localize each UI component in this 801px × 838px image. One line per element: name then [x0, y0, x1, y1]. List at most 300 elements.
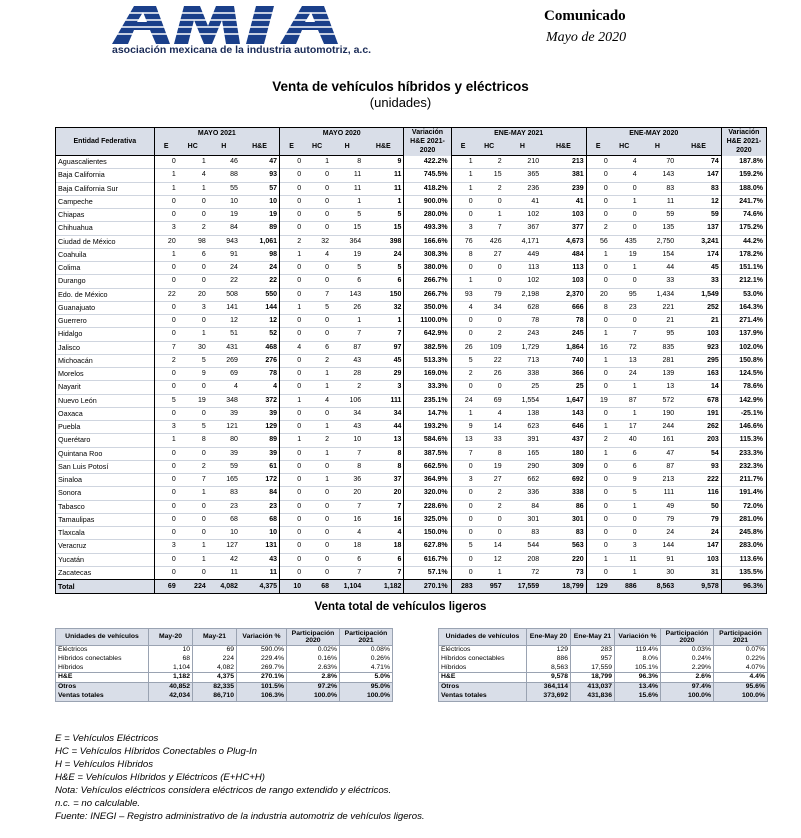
table-cell: 97 [393, 343, 402, 351]
table-cell: 0 [201, 449, 206, 457]
table-cell: 235.1% [404, 394, 451, 407]
table-cell: 0 [154, 474, 178, 487]
table-cell: 290 [527, 462, 540, 470]
table-cell: 109 [489, 343, 502, 351]
table-cell: 0 [280, 513, 304, 526]
table-cell: 0 [201, 197, 206, 205]
table-cell: 2 [497, 158, 502, 166]
table-cell: 0 [280, 169, 304, 182]
entity-name: Durango [56, 275, 155, 288]
table-cell: 1 [325, 476, 330, 484]
table-cell: 0 [451, 262, 475, 275]
table-cell: 943 [226, 237, 238, 245]
table-cell: 18 [393, 542, 402, 550]
table-cell: 0 [325, 171, 330, 179]
table-cell: 210 [527, 158, 540, 166]
table-cell: 88 [230, 171, 238, 179]
table-cell: 1 [586, 328, 610, 341]
table-cell: 73 [575, 568, 584, 576]
table-cell: 96.3% [615, 673, 661, 683]
table-cell: 22 [154, 288, 178, 301]
table-row [56, 328, 767, 341]
table-cell: 19 [197, 396, 206, 404]
table-cell: 103 [571, 211, 584, 219]
table-cell: 241.7% [721, 195, 766, 208]
entity-name: Morelos [56, 368, 155, 381]
table-cell: 6 [357, 277, 362, 285]
table-cell: 5 [397, 264, 402, 272]
entity-name: Campeche [56, 195, 155, 208]
table-cell: 7 [397, 330, 402, 338]
table-cell: 84 [269, 489, 278, 497]
table-cell: 4,375 [240, 580, 280, 594]
table-cell: 100.0% [661, 692, 714, 701]
table-cell: 33 [493, 436, 502, 444]
table-cell: 232.3% [721, 460, 766, 473]
sub-header-e: E [280, 139, 304, 156]
table-cell: 1 [586, 248, 610, 261]
table-cell: 13 [451, 434, 475, 447]
table-cell: 1 [632, 264, 637, 272]
table-cell: 493.3% [404, 222, 451, 235]
table-cell: 1,647 [566, 396, 584, 404]
row-label: Eléctricos [56, 646, 149, 655]
table-cell: 0 [586, 195, 610, 208]
table-cell: 55 [230, 184, 238, 192]
table-row [56, 262, 767, 275]
table-cell: 27 [493, 250, 502, 258]
table-cell: 7 [201, 476, 206, 484]
table-cell: 0 [280, 315, 304, 328]
table-cell: 3 [632, 542, 637, 550]
table-cell: 4.4% [714, 673, 768, 683]
entity-name: Baja California Sur [56, 182, 155, 195]
table-cell: 26 [353, 303, 362, 311]
table-cell: 24 [269, 264, 278, 272]
table-cell: 213 [571, 158, 584, 166]
table-cell: 3 [397, 383, 402, 391]
table-cell: 0 [451, 381, 475, 394]
table-cell: 18 [353, 542, 362, 550]
table-cell: 144 [265, 303, 278, 311]
table-cell: 0 [280, 262, 304, 275]
table-cell: 5 [357, 211, 362, 219]
table-cell: 31 [710, 568, 719, 576]
table-cell: 13 [628, 356, 637, 364]
table-cell: 0.24% [661, 655, 714, 664]
table-cell: 0 [154, 315, 178, 328]
table-cell: 42 [230, 555, 238, 563]
table-cell: 308.3% [404, 248, 451, 261]
table-row [56, 553, 767, 566]
table-cell: 0 [586, 407, 610, 420]
table-row [56, 487, 767, 500]
entity-name: Jalisco [56, 341, 155, 354]
table-cell: 1 [451, 169, 475, 182]
table-cell: 21 [666, 317, 675, 325]
table-cell: 53.0% [721, 288, 766, 301]
column-header: Participación 2021 [340, 629, 393, 646]
table-cell: 0 [280, 368, 304, 381]
light-vehicles-title: Venta total de vehículos ligeros [314, 601, 487, 613]
table-cell: 5 [201, 356, 206, 364]
table-cell: 4 [397, 529, 402, 537]
table-cell: 69 [493, 396, 502, 404]
table-cell: 79 [493, 290, 502, 298]
table-cell: 32 [393, 303, 402, 311]
table-cell: 713 [527, 356, 540, 364]
table-cell: 113 [527, 264, 540, 272]
table-row [56, 527, 767, 540]
table-cell: 84 [531, 502, 540, 510]
table-cell: 0 [325, 529, 330, 537]
table-cell: 59 [230, 462, 238, 470]
table-cell: 233.3% [721, 447, 766, 460]
table-cell: 0.22% [714, 655, 768, 664]
table-cell: 0.03% [661, 646, 714, 655]
table-cell: 6 [201, 250, 206, 258]
table-cell: 9,578 [527, 673, 571, 683]
table-cell: 103 [707, 555, 719, 563]
table-cell: 662 [527, 476, 540, 484]
table-cell: 10 [280, 580, 304, 594]
table-cell: 1 [632, 197, 637, 205]
table-cell: 435 [625, 237, 637, 245]
table-cell: 266.7% [404, 288, 451, 301]
table-cell: 0 [632, 529, 637, 537]
table-cell: 187.8% [721, 156, 766, 169]
table-cell: 74.6% [721, 209, 766, 222]
table-cell: 59 [710, 211, 719, 219]
table-cell: 0 [497, 317, 502, 325]
table-cell: 21 [710, 317, 719, 325]
table-cell: 2 [497, 502, 502, 510]
table-cell: 252 [707, 303, 719, 311]
sub-header-h-e: H&E [363, 139, 404, 156]
table-cell: 0 [325, 224, 330, 232]
table-cell: 68 [230, 515, 238, 523]
table-cell: 590.0% [237, 646, 287, 655]
sub-header-h-e: H&E [541, 139, 586, 156]
table-cell: 150.8% [721, 354, 766, 367]
table-cell: 0 [451, 566, 475, 579]
table-cell: 336 [527, 489, 540, 497]
table-cell: 10 [269, 197, 278, 205]
table-cell: 13.4% [615, 683, 661, 692]
table-cell: 0.16% [287, 655, 340, 664]
table-cell: 28 [353, 370, 362, 378]
table-cell: 1 [325, 449, 330, 457]
table-cell: 154 [662, 250, 675, 258]
table-cell: 124.5% [721, 368, 766, 381]
table-cell: 14 [710, 383, 719, 391]
table-cell: 18,799 [541, 580, 586, 594]
table-cell: 366 [571, 370, 584, 378]
table-row [56, 460, 767, 473]
table-cell: 57 [269, 184, 278, 192]
table-cell: 2 [497, 184, 502, 192]
table-cell: 78 [269, 370, 278, 378]
table-cell: 19 [269, 211, 278, 219]
table-cell: 0 [280, 407, 304, 420]
table-cell: 0 [497, 529, 502, 537]
table-cell: 224 [178, 580, 208, 594]
table-cell: 84 [230, 224, 238, 232]
table-row [56, 407, 767, 420]
entity-header: Entidad Federativa [56, 128, 155, 156]
table-cell: 3 [154, 222, 178, 235]
table-cell: 102 [527, 277, 540, 285]
table-cell: 11 [629, 555, 637, 563]
table-cell: 4 [632, 171, 637, 179]
table-cell: 584.6% [404, 434, 451, 447]
column-header: Variación % [615, 629, 661, 646]
entity-name: Yucatán [56, 553, 155, 566]
table-cell: 365 [527, 171, 540, 179]
variation-header-may: Variación H&E 2021-2020 [404, 128, 451, 156]
table-cell: 6 [632, 449, 637, 457]
entity-name: Coahuila [56, 248, 155, 261]
table-cell: 4 [632, 158, 637, 166]
table-cell: 0 [451, 500, 475, 513]
table-cell: 33 [710, 277, 719, 285]
row-label: Híbridos [56, 664, 149, 673]
table-cell: 572 [662, 396, 675, 404]
table-cell: 59 [666, 211, 675, 219]
table-cell: 41 [575, 197, 584, 205]
table-cell: 0 [280, 460, 304, 473]
entity-name: Querétaro [56, 434, 155, 447]
table-cell: 32 [321, 237, 330, 245]
table-cell: 1 [154, 182, 178, 195]
table-cell: 0.02% [287, 646, 340, 655]
table-cell: 5 [357, 264, 362, 272]
table-cell: 86,710 [193, 692, 237, 701]
table-row [56, 169, 767, 182]
table-cell: 11 [394, 171, 402, 179]
column-header: Variación % [237, 629, 287, 646]
table-cell: 95 [628, 290, 637, 298]
table-cell: 143 [662, 171, 675, 179]
table-cell: 91 [666, 555, 675, 563]
table-cell: 47 [666, 449, 675, 457]
table-cell: 169.0% [404, 368, 451, 381]
table-cell: 0 [586, 182, 610, 195]
table-cell: 8,563 [639, 580, 677, 594]
table-cell: 1 [586, 354, 610, 367]
table-cell: 12 [230, 317, 238, 325]
group-header-ytd-2021: ENE-MAY 2021 [451, 128, 586, 140]
table-row [439, 664, 768, 673]
table-cell: 382.5% [404, 341, 451, 354]
table-cell: 0 [451, 553, 475, 566]
table-cell: 15 [493, 171, 502, 179]
table-cell: 69 [193, 646, 237, 655]
table-cell: 11 [353, 184, 362, 192]
sub-header-e: E [451, 139, 475, 156]
table-cell: 0 [154, 553, 178, 566]
table-cell: 15 [353, 224, 362, 232]
note-line: HC = Vehículos Híbridos Conectables o Plug-In [55, 746, 258, 757]
table-cell: 666 [571, 303, 584, 311]
table-cell: 33 [666, 277, 675, 285]
table-cell: 8 [586, 301, 610, 314]
column-header: May-21 [193, 629, 237, 646]
table-cell: 0 [280, 447, 304, 460]
table-cell: 15 [393, 224, 402, 232]
table-cell: 39 [230, 449, 238, 457]
table-row [56, 664, 393, 673]
table-row [56, 209, 767, 222]
table-cell: 72 [531, 568, 540, 576]
sub-header-h: H [639, 139, 677, 156]
table-cell: 51 [230, 330, 238, 338]
table-cell: 1 [201, 542, 206, 550]
table-row [56, 275, 767, 288]
table-cell: 348 [226, 396, 238, 404]
table-cell: 165 [226, 476, 238, 484]
table-cell: 151.1% [721, 262, 766, 275]
table-cell: 15.6% [615, 692, 661, 701]
table-cell: 0 [325, 211, 330, 219]
group-header-ytd-2020: ENE-MAY 2020 [586, 128, 721, 140]
table-cell: 172 [265, 476, 278, 484]
table-cell: 95.6% [714, 683, 768, 692]
total-row [56, 580, 767, 594]
table-cell: 221 [662, 303, 675, 311]
table-cell: 180 [571, 449, 584, 457]
table-cell: 17 [628, 423, 637, 431]
table-cell: 14 [493, 423, 502, 431]
table-cell: 1 [397, 317, 402, 325]
table-cell: 628 [527, 303, 540, 311]
table-cell: 745.5% [404, 169, 451, 182]
table-cell: 0 [325, 555, 330, 563]
entity-name: Oaxaca [56, 407, 155, 420]
table-cell: 372 [265, 396, 278, 404]
row-label: Ventas totales [56, 692, 149, 701]
page-title: Venta de vehículos híbridos y eléctricos [272, 79, 529, 94]
table-cell: 0 [451, 527, 475, 540]
row-label: Híbridos conectables [439, 655, 527, 664]
table-cell: 41 [531, 197, 540, 205]
table-cell: 0 [497, 197, 502, 205]
table-cell: 45 [393, 356, 402, 364]
table-cell: 137 [707, 224, 719, 232]
column-header: Unidades de vehículos [439, 629, 527, 646]
table-cell: 24 [230, 264, 238, 272]
table-cell: 159.2% [721, 169, 766, 182]
table-cell: 14.7% [404, 407, 451, 420]
table-cell: 8 [201, 436, 206, 444]
table-row [56, 354, 767, 367]
table-cell: 0 [325, 277, 330, 285]
table-cell: 0 [586, 566, 610, 579]
table-cell: 95.0% [340, 683, 393, 692]
table-cell: 0 [154, 447, 178, 460]
table-cell: 8 [397, 462, 402, 470]
table-cell: 1 [280, 248, 304, 261]
table-cell: 0 [280, 474, 304, 487]
table-cell: 34 [493, 303, 502, 311]
table-cell: 3 [154, 540, 178, 553]
table-cell: 2 [497, 330, 502, 338]
table-cell: 5 [451, 540, 475, 553]
table-cell: 8 [397, 449, 402, 457]
table-cell: 1 [632, 409, 637, 417]
table-cell: 98 [269, 250, 278, 258]
table-cell: 43 [353, 423, 362, 431]
table-row [56, 673, 393, 683]
table-cell: 325.0% [404, 513, 451, 526]
table-cell: 229.4% [237, 655, 287, 664]
sub-header-hc: HC [475, 139, 504, 156]
table-cell: 0 [280, 328, 304, 341]
table-cell: 0 [201, 409, 206, 417]
table-cell: 678 [707, 396, 719, 404]
table-cell: 4 [325, 250, 330, 258]
table-cell: 2.29% [661, 664, 714, 673]
table-cell: 0 [154, 407, 178, 420]
table-cell: 0 [154, 500, 178, 513]
entity-name: Nuevo León [56, 394, 155, 407]
row-label: Ventas totales [439, 692, 527, 701]
table-cell: 212.1% [721, 275, 766, 288]
sub-header-h: H [208, 139, 240, 156]
table-cell: 7 [451, 447, 475, 460]
row-label: Otros [56, 683, 149, 692]
table-cell: 301 [571, 515, 584, 523]
table-cell: 0 [497, 277, 502, 285]
table-cell: 80 [230, 436, 238, 444]
table-cell: 4 [280, 341, 304, 354]
table-cell: 1 [632, 568, 637, 576]
table-cell: 0 [154, 195, 178, 208]
table-cell: 175.2% [721, 222, 766, 235]
table-cell: 544 [527, 542, 540, 550]
table-row [56, 566, 767, 579]
table-cell: 0 [280, 288, 304, 301]
table-cell: 1 [451, 156, 475, 169]
table-cell: 76 [451, 235, 475, 248]
table-cell: -25.1% [721, 407, 766, 420]
table-cell: 78 [531, 317, 540, 325]
table-cell: 72 [628, 343, 637, 351]
table-cell: 0 [154, 368, 178, 381]
entity-name: Aguascalientes [56, 156, 155, 169]
table-cell: 0 [325, 542, 330, 550]
table-row [56, 447, 767, 460]
table-cell: 6 [397, 555, 402, 563]
table-cell: 271.4% [721, 315, 766, 328]
table-cell: 36 [353, 476, 362, 484]
table-row [56, 222, 767, 235]
table-cell: 203 [707, 436, 719, 444]
table-cell: 8 [357, 158, 362, 166]
table-cell: 1 [357, 317, 362, 325]
entity-name: Michoacán [56, 354, 155, 367]
table-cell: 468 [265, 343, 278, 351]
table-cell: 1 [397, 197, 402, 205]
note-line: n.c. = no calculable. [55, 798, 141, 809]
table-cell: 11 [269, 568, 278, 576]
table-cell: 283 [451, 580, 475, 594]
table-cell: 0 [325, 409, 330, 417]
table-cell: 11 [353, 171, 362, 179]
table-cell: 33.3% [404, 381, 451, 394]
table-cell: 22 [230, 277, 238, 285]
entity-name: Veracruz [56, 540, 155, 553]
